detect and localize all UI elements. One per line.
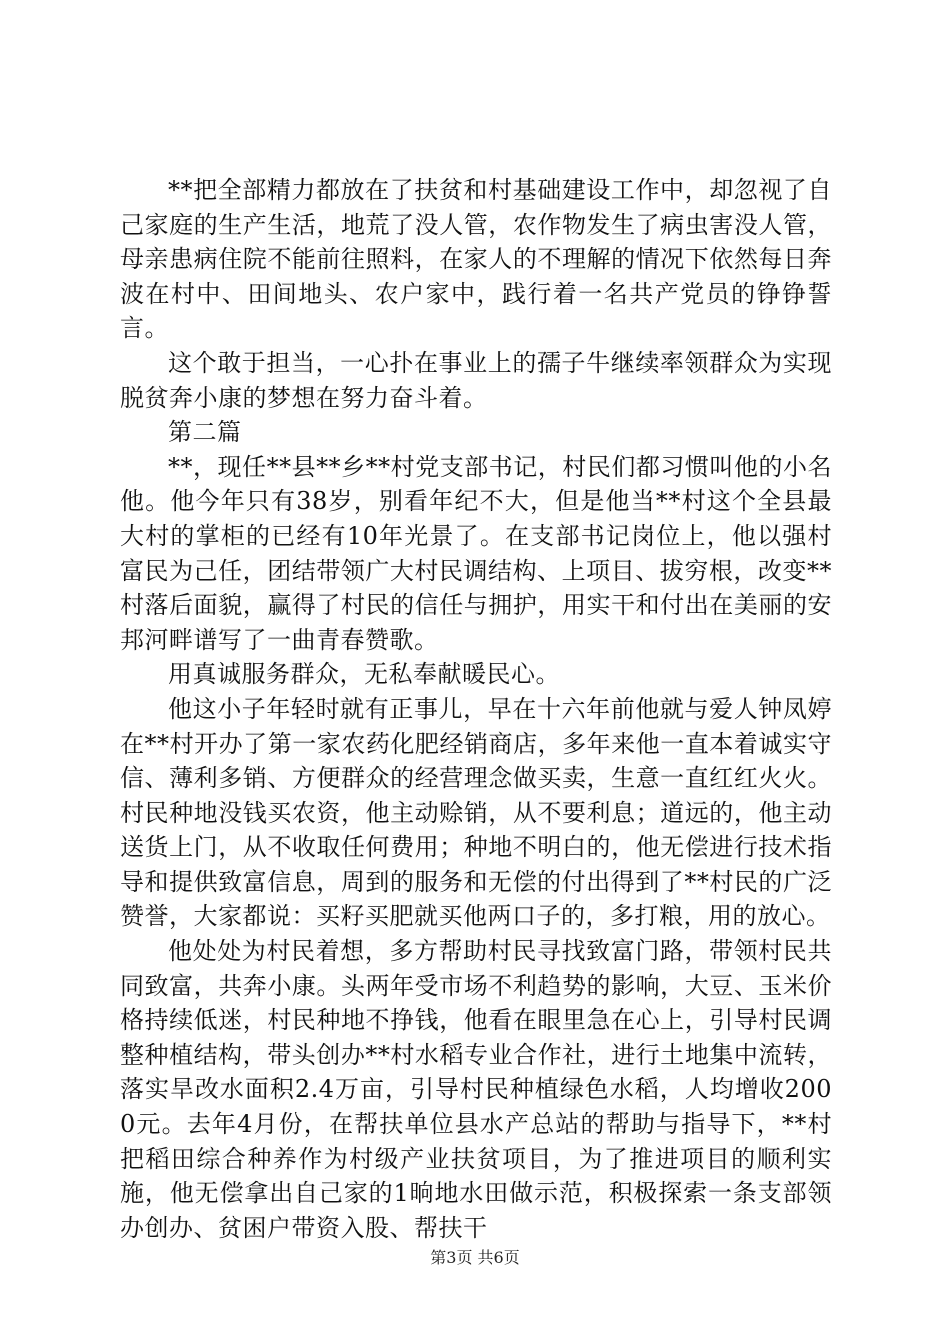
- body-text: [120, 173, 832, 1245]
- paragraph-3: **，现任**县**乡**村党支部书记，村民们都习惯叫他的小名他。他今年只有38岁，别看年纪不大，但是他当**村这个全县最大村的掌柜的已经有10年光景了。在支部书记岗位上，他以强村富民为己任，团结带领广大村民调结构、上项目、拔穷根，改变**村落后面貌，赢得了村民的信任与拥护，用实干和付出在美丽的安邦河畔谱写了一曲青春赞歌。: [120, 452, 832, 654]
- paragraph-2: 这个敢于担当，一心扑在事业上的孺子牛继续率领群众为实现脱贫奔小康的梦想在努力奋斗着。: [120, 348, 832, 412]
- paragraph-6: 他处处为村民着想，多方帮助村民寻找致富门路，带领村民共同致富，共奔小康。头两年受市场不利趋势的影响，大豆、玉米价格持续低迷，村民种地不挣钱，他看在眼里急在心上，引导村民调整种植结构，带头创办**村水稻专业合作社，进行土地集中流转，落实旱改水面积2.4万亩，引导村民种植绿色水稻，人均增收2000元。去年4月份，在帮扶单位县水产总站的帮助与指导下，**村把稻田综合种养作为村级产业扶贫项目，为了推进项目的顺利实施，他无偿拿出自己家的1晌地水田做示范，积极探索一条支部领办创办、贫困户带资入股、帮扶干: [120, 937, 832, 1242]
- page-footer: 第3页 共6页: [430, 1248, 520, 1267]
- paragraph-4: 用真诚服务群众，无私奉献暖民心。: [168, 660, 560, 689]
- paragraph-1: **把全部精力都放在了扶贫和村基础建设工作中，却忽视了自己家庭的生产生活，地荒了没人管，农作物发生了病虫害没人管，母亲患病住院不能前往照料，在家人的不理解的情况下依然每日奔波在村中、田间地头、农户家中，践行着一名共产党员的铮铮誓言。: [120, 176, 832, 343]
- paragraph-5: 他这小子年轻时就有正事儿，早在十六年前他就与爱人钟凤婷在**村开办了第一家农药化肥经销商店，多年来他一直本着诚实守信、薄利多销、方便群众的经营理念做买卖，生意一直红红火火。村民种地没钱买农资，他主动赊销，从不要利息；道远的，他主动送货上门，从不收取任何费用；种地不明白的，他无偿进行技术指导和提供致富信息，周到的服务和无偿的付出得到了**村民的广泛赞誉，大家都说：买籽买肥就买他两口子的，多打粮，用的放心。: [120, 694, 832, 931]
- section-heading: 第二篇: [168, 418, 242, 447]
